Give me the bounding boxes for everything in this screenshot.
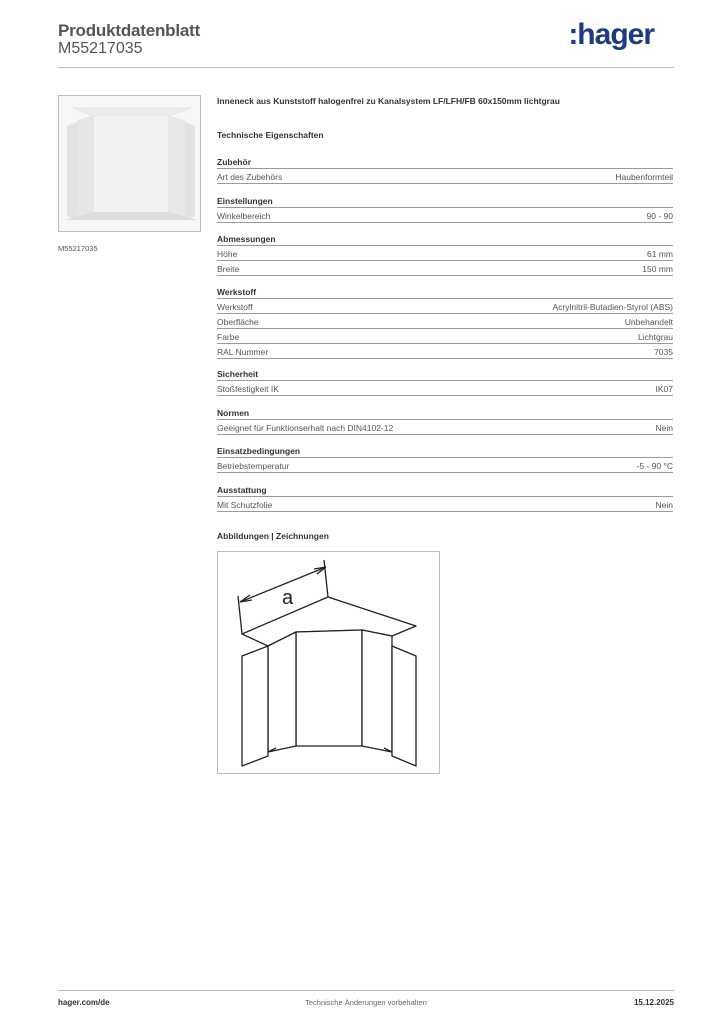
hager-logo: :hager	[568, 18, 654, 51]
spec-row	[217, 261, 673, 276]
spec-label: Mit Schutzfolie	[217, 500, 273, 510]
footer-date: 15.12.2025	[633, 998, 674, 1007]
section-title: Einstellungen	[217, 196, 673, 208]
spec-row	[217, 329, 673, 344]
spec-row	[217, 344, 673, 359]
spec-value: Lichtgrau	[638, 332, 673, 342]
section-title: Zubehör	[217, 157, 673, 169]
section-title: Normen	[217, 408, 673, 420]
spec-value: Nein	[655, 423, 673, 433]
spec-value: 7035	[654, 347, 673, 357]
product-number: M55217035	[58, 40, 143, 57]
spec-value: -5 - 90 °C	[636, 461, 673, 471]
spec-row	[217, 314, 673, 329]
spec-value: 61 mm	[647, 249, 673, 259]
spec-heading: Technische Eigenschaften	[217, 130, 324, 140]
spec-row	[217, 169, 673, 184]
spec-value: Nein	[655, 500, 673, 510]
spec-row	[217, 458, 673, 473]
spec-row	[217, 208, 673, 223]
section-title: Werkstoff	[217, 287, 673, 299]
spec-label: Stoßfestigkeit IK	[217, 384, 279, 394]
spec-value: Unbehandelt	[624, 317, 673, 327]
spec-row	[217, 246, 673, 261]
dimension-label: a	[282, 587, 294, 609]
spec-label: Oberfläche	[217, 317, 259, 327]
spec-label: Art des Zubehörs	[217, 172, 283, 182]
spec-label: Höhe	[217, 249, 238, 259]
section-abmessungen	[217, 234, 673, 276]
section-title: Sicherheit	[217, 369, 673, 381]
spec-value: IK07	[655, 384, 673, 394]
section-normen	[217, 408, 673, 435]
section-werkstoff	[217, 287, 673, 359]
spec-row	[217, 299, 673, 314]
spec-value: 90 - 90	[646, 211, 673, 221]
drawings-heading: Abbildungen | Zeichnungen	[217, 531, 329, 541]
technical-drawing	[217, 551, 440, 774]
spec-row	[217, 381, 673, 396]
section-einstellungen	[217, 196, 673, 223]
section-title: Einsatzbedingungen	[217, 446, 673, 458]
product-description: Inneneck aus Kunststoff halogenfrei zu Kanalsystem LF/LFH/FB 60x150mm lichtgrau	[217, 96, 560, 106]
spec-value: Acrylnitril-Butadien-Styrol (ABS)	[552, 302, 673, 312]
footer-notice: Technische Änderungen vorbehalten	[305, 998, 427, 1007]
spec-label: Farbe	[217, 332, 240, 342]
section-title: Abmessungen	[217, 234, 673, 246]
document-footer	[58, 990, 674, 1010]
section-title: Ausstattung	[217, 485, 673, 497]
section-sicherheit	[217, 369, 673, 396]
image-caption: M55217035	[58, 244, 98, 253]
spec-label: Winkelbereich	[217, 211, 271, 221]
spec-row	[217, 420, 673, 435]
document-header	[58, 20, 674, 68]
spec-value: 150 mm	[642, 264, 673, 274]
spec-label: Werkstoff	[217, 302, 253, 312]
spec-label: Betriebstemperatur	[217, 461, 290, 471]
spec-label: Geeignet für Funktionserhalt nach DIN4102-12	[217, 423, 394, 433]
spec-row	[217, 497, 673, 512]
footer-website: hager.com/de	[58, 998, 110, 1007]
product-photo	[58, 95, 201, 232]
spec-label: RAL Nummer	[217, 347, 269, 357]
section-ausstattung	[217, 485, 673, 512]
section-einsatzbedingungen	[217, 446, 673, 473]
section-zubehoer	[217, 157, 673, 184]
spec-value: Haubenformteil	[615, 172, 673, 182]
spec-label: Breite	[217, 264, 240, 274]
document-title: Produktdatenblatt	[58, 21, 201, 40]
